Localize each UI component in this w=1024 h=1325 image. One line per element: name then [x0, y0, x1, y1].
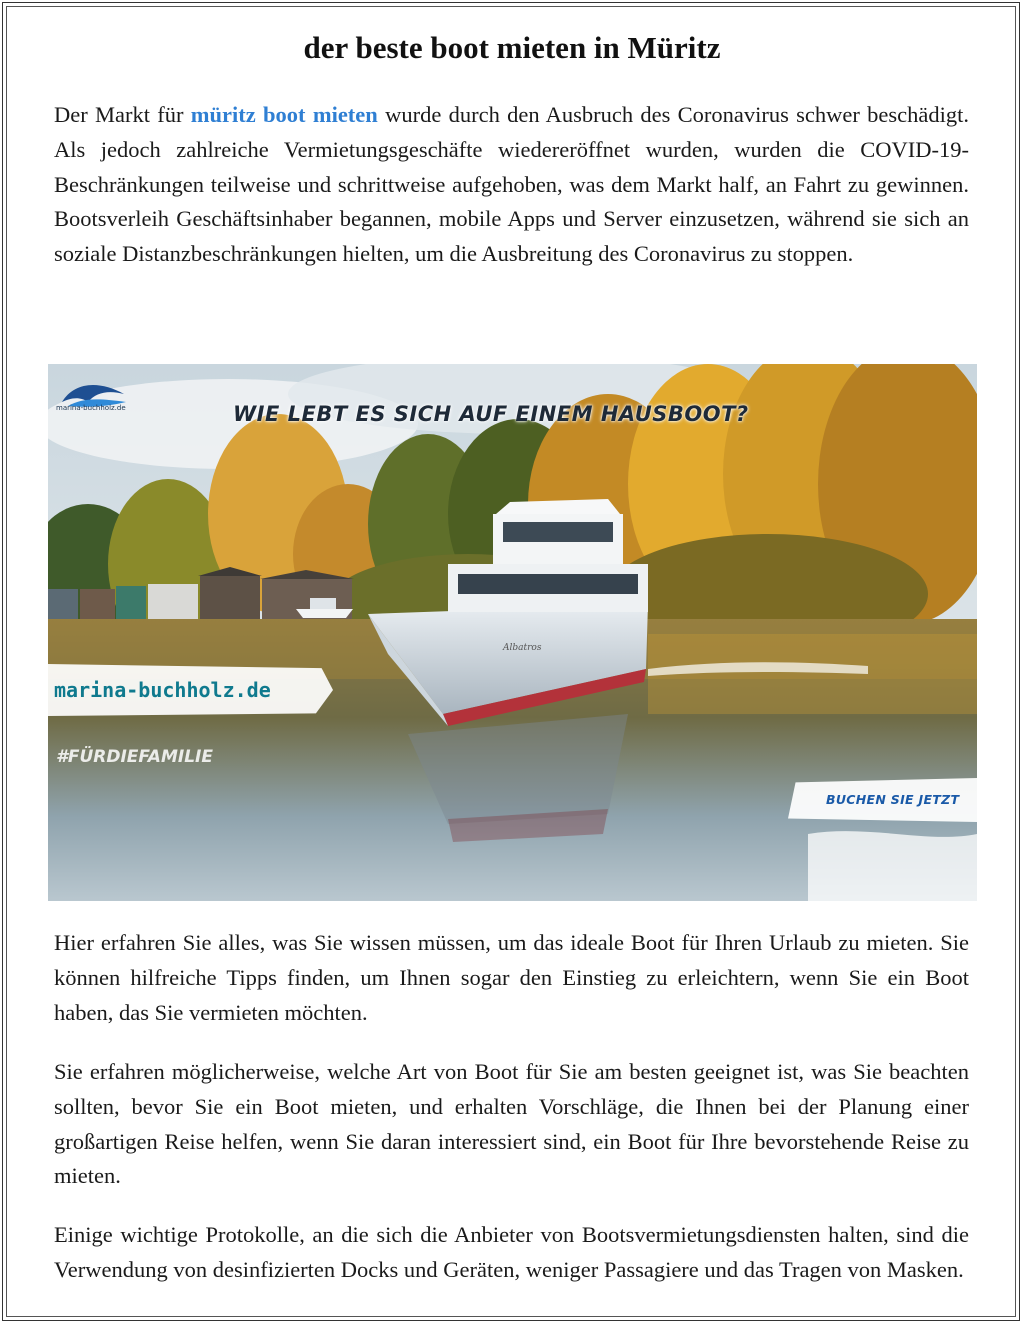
- marina-logo-icon: [54, 372, 134, 420]
- page-title: der beste boot mieten in Müritz: [303, 30, 721, 65]
- site-url-text: marina-buchholz.de: [54, 678, 271, 702]
- logo-text: marina-buchholz.de: [56, 404, 126, 412]
- paragraph-4: Einige wichtige Protokolle, an die sich die Anbieter von Bootsvermietungsdiensten halten, sind die Verwendung von desinfizierten Docks und Geräten, weniger Passagiere und das Tragen von Masken.: [54, 1222, 969, 1282]
- boat-name: Albatros: [503, 643, 542, 653]
- image-headline: WIE LEBT ES SICH AUF EINEM HAUSBOOT?: [233, 402, 749, 426]
- intro-text-before: Der Markt für: [54, 102, 191, 127]
- intro-text-after: wurde durch den Ausbruch des Coronavirus schwer beschädigt. Als jedoch zahlreiche Vermietungsgeschäfte wiedereröffnet wurden, wurden die COVID-19-Beschränkungen teilweise und schrittweise aufgehoben, was dem Markt half, an Fahrt zu gewinnen. Bootsverleih Geschäftsinhaber begannen, mobile Apps und Server einzusetzen, während sie sich an soziale Distanzbeschränkungen hielten, um die Ausbreitung des Coronavirus zu stoppen.: [54, 102, 970, 267]
- paragraph-2: Hier erfahren Sie alles, was Sie wissen müssen, um das ideale Boot für Ihren Urlaub zu mieten. Sie können hilfreiche Tipps finden, um Ihnen sogar den Einstieg zu erleichtern, wenn Sie ein Boot haben, das Sie vermieten möchten.: [54, 930, 969, 1025]
- hashtag-text: #FÜRDIEFAMILIE: [56, 747, 213, 767]
- paragraph-3: Sie erfahren möglicherweise, welche Art von Boot für Sie am besten geeignet ist, was Sie beachten sollten, bevor Sie ein Boot mieten, und erhalten Vorschläge, die Ihnen bei der Planung einer großartigen Reise helfen, wenn Sie daran interessiert sind, ein Boot für Ihre bevorstehende Reise zu mieten.: [54, 1059, 969, 1189]
- hero-image: [48, 364, 977, 901]
- muritz-boot-link[interactable]: müritz boot mieten: [190, 102, 378, 127]
- houseboat-scene: [48, 364, 977, 901]
- intro-paragraph: [54, 98, 969, 272]
- book-now-button[interactable]: BUCHEN SIE JETZT: [826, 792, 960, 807]
